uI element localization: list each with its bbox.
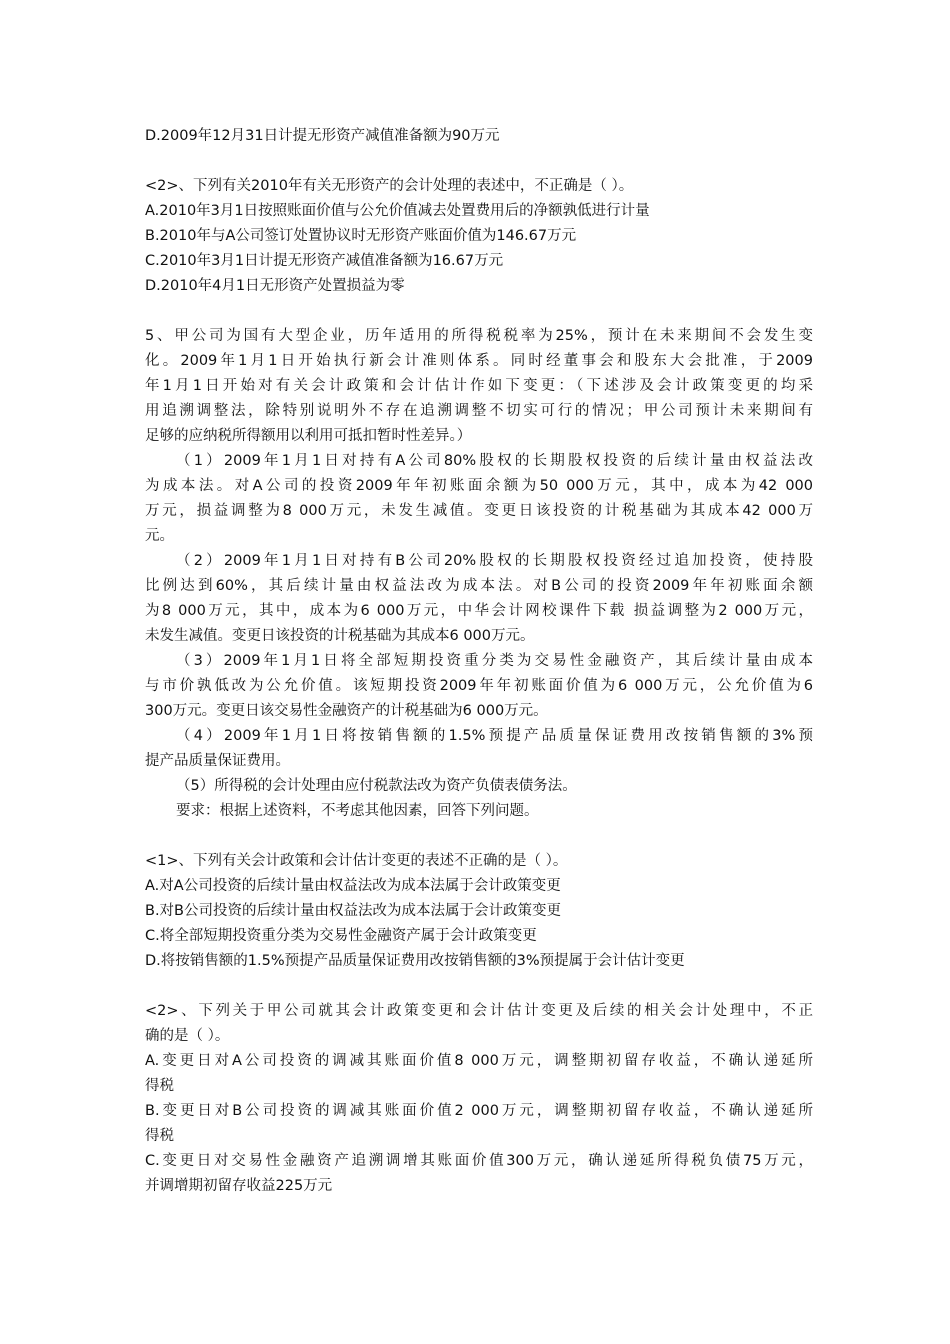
option-c: C.2010年3月1日计提无形资产减值准备额为16.67万元 [145,253,504,269]
option-a: 得税 [145,1078,174,1094]
item-1-line: 元。 [145,528,174,544]
question-stem: 确的是（ ）。 [145,1028,230,1044]
option-b: 得税 [145,1128,174,1144]
item-3-line: 300万元。变更日该交易性金融资产的计税基础为6 000万元。 [145,703,548,719]
item-2-line: 未发生减值。变更日该投资的计税基础为其成本6 000万元。 [145,628,535,644]
question-stem: <2>、下列关于甲公司就其会计政策变更和会计估计变更及后续的相关会计处理中，不正 [145,1003,813,1019]
problem-intro-line: 年1月1日开始对有关会计政策和会计估计作如下变更：（下述涉及会计政策变更的均采 [145,378,813,394]
item-1-line: 万元，损益调整为8 000万元，未发生减值。变更日该投资的计税基础为其成本42 000万 [145,503,813,519]
item-1-line: 为成本法。对A公司的投资2009年年初账面余额为50 000万元，其中，成本为42 000 [145,478,813,494]
problem-intro-line: 足够的应纳税所得额用以利用可抵扣暂时性差异。） [145,428,472,444]
option-b: B.变更日对B公司投资的调减其账面价值2 000万元，调整期初留存收益，不确认递延所 [145,1103,813,1119]
option-b: B.2010年与A公司签订处置协议时无形资产账面价值为146.67万元 [145,228,577,244]
problem-intro-line: 用追溯调整法，除特别说明外不存在追溯调整不切实可行的情况；甲公司预计未来期间有 [145,403,813,419]
requirement-line: 要求：根据上述资料，不考虑其他因素，回答下列问题。 [176,803,539,819]
option-c: C.将全部短期投资重分类为交易性金融资产属于会计政策变更 [145,928,537,944]
item-5-line: （5）所得税的会计处理由应付税款法改为资产负债表债务法。 [176,778,577,794]
problem-intro-line: 化。2009年1月1日开始执行新会计准则体系。同时经董事会和股东大会批准，于2009 [145,353,813,369]
option-a: A.变更日对A公司投资的调减其账面价值8 000万元，调整期初留存收益，不确认递延所 [145,1053,813,1069]
option-c: 并调增期初留存收益225万元 [145,1178,333,1194]
item-4-line: （4）2009年1月1日将按销售额的1.5%预提产品质量保证费用改按销售额的3%预 [176,728,813,744]
option-d: D.2009年12月31日计提无形资产减值准备额为90万元 [145,128,500,144]
question-stem: <2>、下列有关2010年有关无形资产的会计处理的表述中，不正确是（ ）。 [145,178,634,194]
option-d: D.将按销售额的1.5%预提产品质量保证费用改按销售额的3%预提属于会计估计变更 [145,953,685,969]
option-b: B.对B公司投资的后续计量由权益法改为成本法属于会计政策变更 [145,903,562,919]
option-a: A.对A公司投资的后续计量由权益法改为成本法属于会计政策变更 [145,878,561,894]
item-2-line: （2）2009年1月1日对持有B公司20%股权的长期股权投资经过追加投资，使持股 [176,553,813,569]
problem-intro-line: 5、甲公司为国有大型企业，历年适用的所得税税率为25%，预计在未来期间不会发生变 [145,328,813,344]
option-d: D.2010年4月1日无形资产处置损益为零 [145,278,405,294]
option-a: A.2010年3月1日按照账面价值与公允价值减去处置费用后的净额孰低进行计量 [145,203,650,219]
item-3-line: （3）2009年1月1日将全部短期投资重分类为交易性金融资产，其后续计量由成本 [176,653,813,669]
item-2-line: 比例达到60%，其后续计量由权益法改为成本法。对B公司的投资2009年年初账面余额 [145,578,813,594]
item-2-line: 为8 000万元，其中，成本为6 000万元，中华会计网校课件下载 损益调整为2 000万元， [145,603,813,619]
document-page [145,124,813,1199]
option-c: C.变更日对交易性金融资产追溯调增其账面价值300万元，确认递延所得税负债75万元， [145,1153,813,1169]
item-4-line: 提产品质量保证费用。 [145,753,290,769]
item-1-line: （1）2009年1月1日对持有A公司80%股权的长期股权投资的后续计量由权益法改 [176,453,813,469]
question-stem: <1>、下列有关会计政策和会计估计变更的表述不正确的是（ ）。 [145,853,568,869]
item-3-line: 与市价孰低改为公允价值。该短期投资2009年年初账面价值为6 000万元，公允价值为6 [145,678,813,694]
